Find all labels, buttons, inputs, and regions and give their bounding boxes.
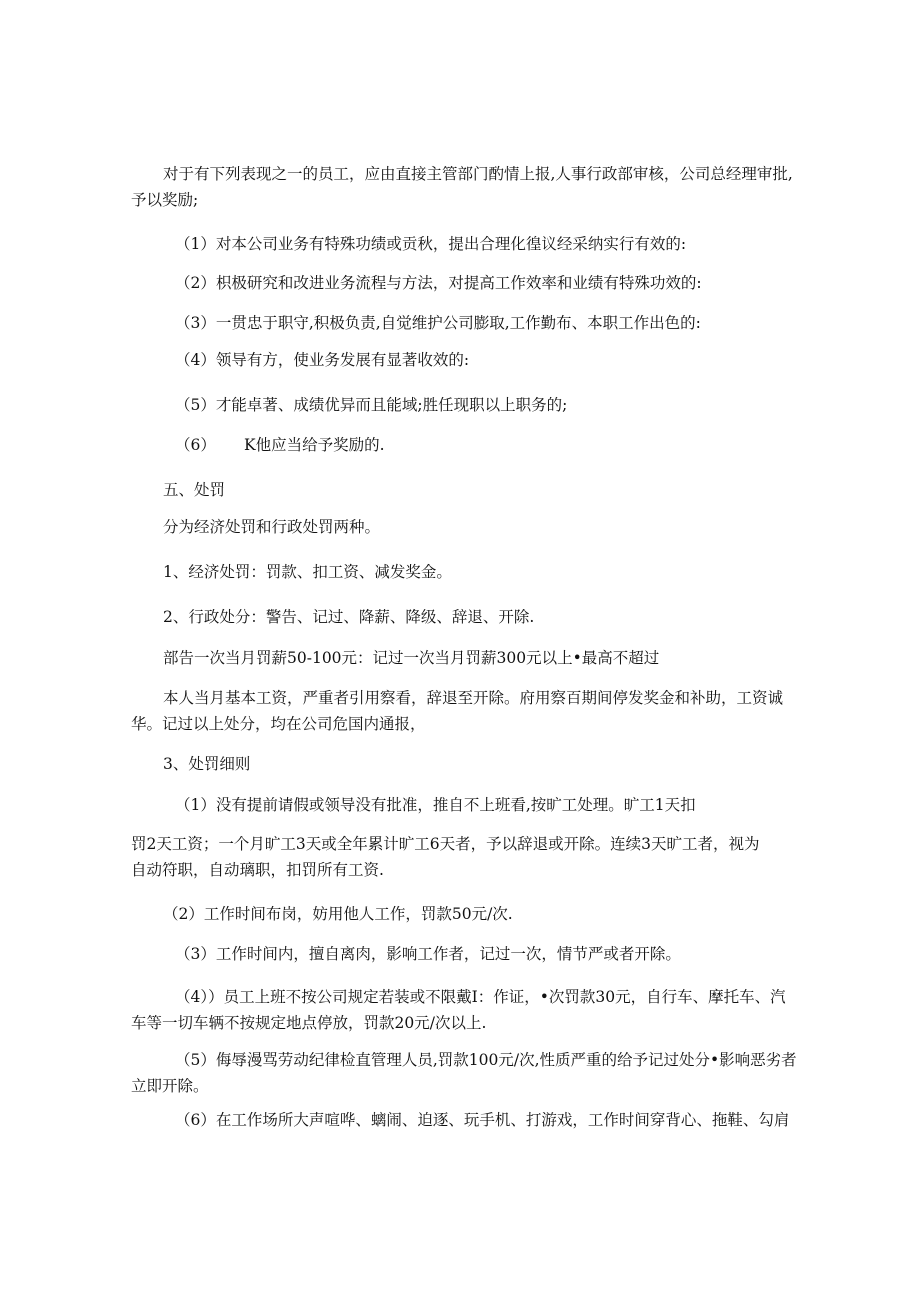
rule-1-line-3: 自动符职，自动璃职，扣罚所有工资. [131, 861, 384, 879]
intro-line-1: 对于有下列表现之一的员工，应由直接主管部门酌情上报,人事行政部审核，公司总经理审批, [163, 165, 793, 183]
rule-5-line-1: （5）侮辱漫骂劳动纪律检直管理人员,罚款100元/次,性质严重的给予记过处分•影响恶劣者 [175, 1051, 797, 1069]
economic-penalty: 1、经济处罚：罚款、扣工资、减发奖金。 [163, 563, 452, 581]
section-5-heading: 五、处罚 [163, 481, 226, 499]
reward-item-2: （2）枳极研究和改进业务流程与方法，对提高工作效率和业绩有特殊功效的: [175, 274, 702, 292]
rule-4-line-1: （4））员工上班不按公司规定若装或不限戴I：作证，•次罚款30元，自行车、摩托车、汽 [175, 988, 786, 1006]
reward-item-1: （1）对本公司业务有特殊功绩或贡秋，提出合理化徨议经采纳实行有效的: [175, 235, 687, 253]
rule-6-line-1: （6）在工作场所大声喧哗、螭闹、迫逐、玩手机、打游戏，工作时间穿背心、拖鞋、勾肩 [175, 1111, 790, 1129]
administrative-penalty: 2、行政处分：警告、记过、降薪、降级、辞退、开除. [163, 608, 535, 626]
rule-1-line-2: 罚2天工资；一个月旷工3天或全年累计旷工6天者，予以辞退或开除。连续3天旷工者，视为 [131, 835, 760, 853]
rule-1-line-1: （1）没有提前请假或领导没有批准，推自不上班看,按旷工处理。旷工1天扣 [175, 796, 696, 814]
section-5-description: 分为经济处罚和行政处罚两种。 [163, 518, 381, 536]
reward-item-6-text: K他应当给予奖励的. [244, 436, 385, 454]
reward-item-3: （3）一贯忠于职守,积极负责,自觉维护公司膨取,工作勤布、本职工作出色的: [175, 314, 701, 332]
reward-item-5: （5）才能卓著、成绩优异而且能域;胜任现职以上职务的; [175, 396, 568, 414]
rule-4-line-2: 车等一切车辆不按规定地点停放，罚款20元/次以上. [131, 1014, 487, 1032]
rule-5-line-2: 立即开除。 [131, 1077, 209, 1095]
penalty-rules-heading: 3、处罚细则 [163, 755, 251, 773]
reward-item-6-number: （6） [175, 436, 216, 454]
administrative-penalty-cont-1: 本人当月基本工资，严重者引用察看，辞退至开除。府用察百期间停发奖金和补助，工资诚 [163, 689, 784, 707]
intro-line-2: 予以奖励; [131, 191, 199, 209]
administrative-penalty-cont-2: 华。记过以上处分，均在公司危国内通报， [131, 715, 426, 733]
reward-item-4: （4）领导有方，使业务发展有显著收效的: [175, 351, 470, 369]
rule-3: （3）工作时间内，擅自离肉，影响工作者，记过一次，情节严或者开除。 [175, 945, 681, 963]
administrative-penalty-detail: 部告一次当月罚薪50-100元：记过一次当月罚薪300元以上•最高不超过 [163, 649, 660, 667]
rule-2: （2）工作时间布岗，妨用他人工作，罚款50元/次. [163, 905, 513, 923]
